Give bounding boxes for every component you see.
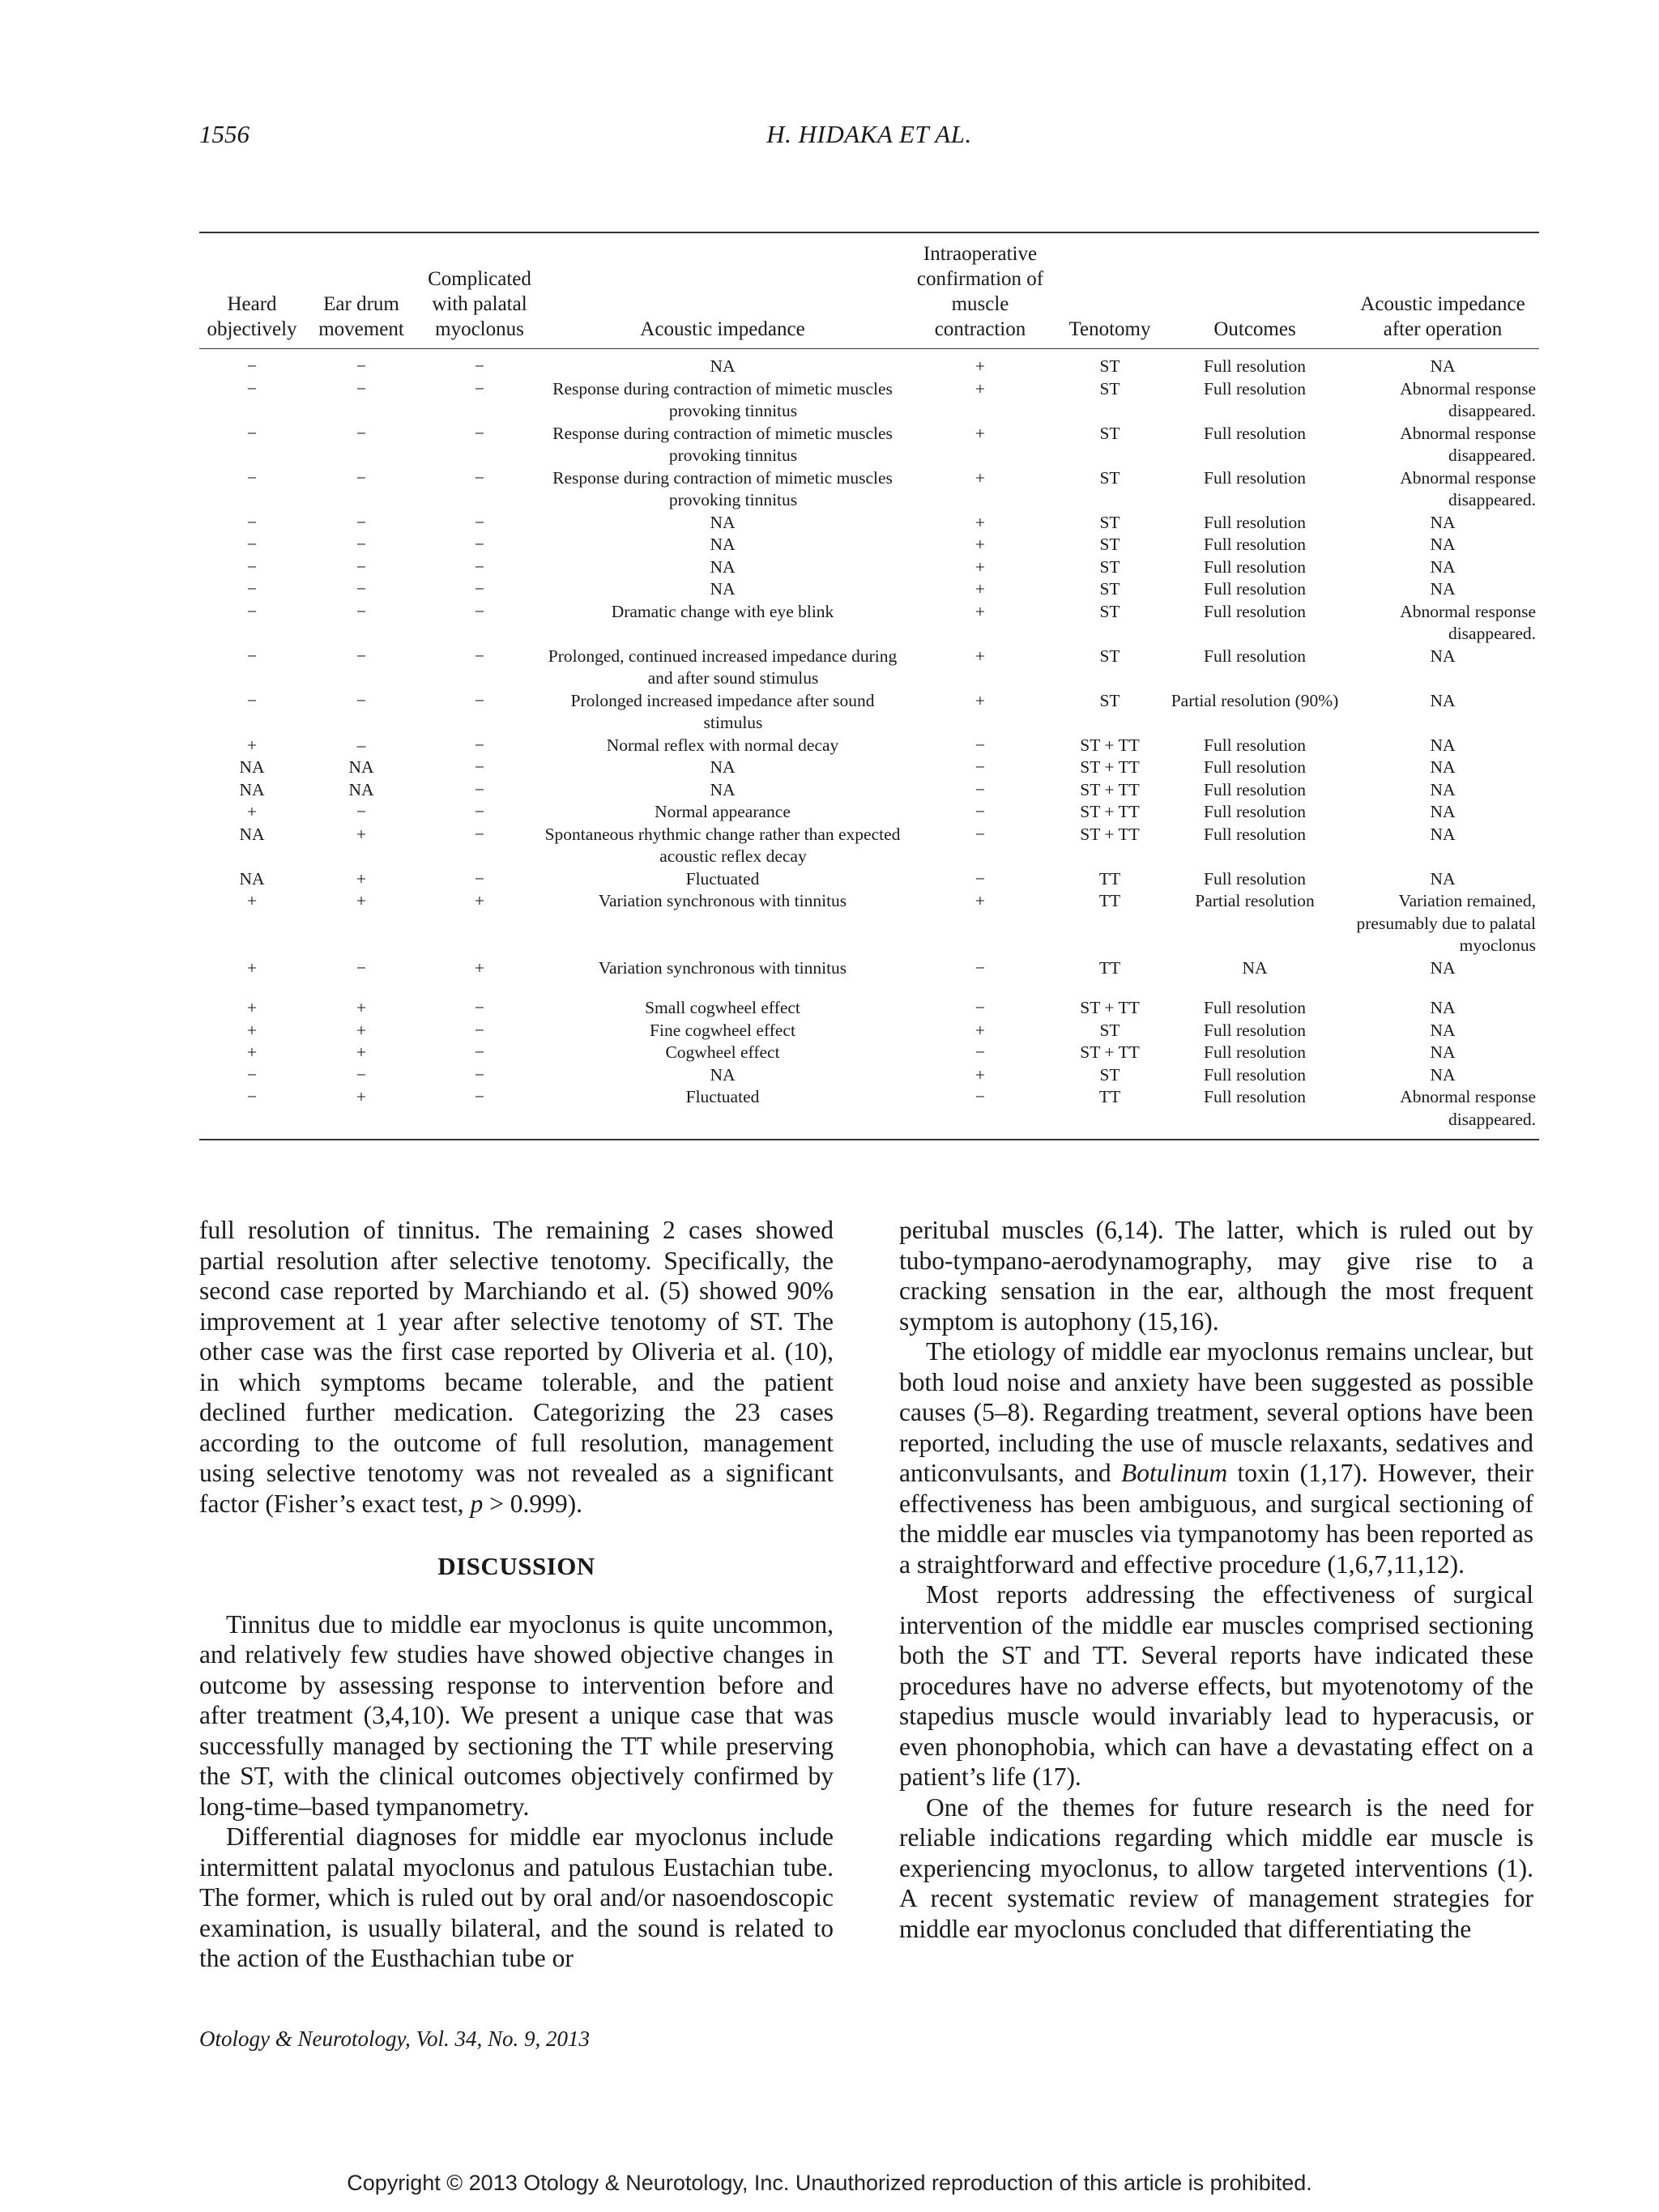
table-cell: − (246, 646, 258, 666)
table-cell: NA (1430, 1064, 1456, 1085)
table-row (199, 801, 1539, 824)
table-cell: ST + TT (1080, 735, 1140, 755)
table-row (199, 757, 1539, 779)
running-head-authors: H. HIDAKA ET AL. (766, 120, 972, 148)
table-row (199, 779, 1539, 802)
table-cell: − (356, 579, 367, 599)
paragraph: peritubal muscles (6,14). The latter, which is ruled out by tubo-tympano-aerodynamography, may give rise to a cracking sensation in the ear, although the most frequent symptom is autophony (15,16). (899, 1216, 1533, 1336)
table-cell: ST (1099, 512, 1120, 532)
table-cell: + (975, 579, 986, 599)
table-cell: NA (710, 779, 736, 799)
table-cell: − (356, 512, 367, 532)
table-cell: Full resolution (1203, 467, 1307, 488)
table-row (199, 378, 1539, 423)
table-cell: + (975, 423, 986, 443)
table-cell: − (474, 1087, 485, 1106)
table-cell: + (975, 467, 986, 488)
table-row (199, 735, 1539, 757)
column-header: Outcomes (1213, 318, 1296, 340)
table-cell: Abnormal response disappeared. (1400, 1087, 1536, 1129)
paragraph: Tinnitus due to middle ear myoclonus is quite uncommon, and relatively few studies have showed objective changes in outcome by assessing response to intervention before and after treatment (3,4,10). We present a unique case that was successfully managed by sectioning the TT while preserving the ST, with the clinical outcomes objectively confirmed by long-time–based tympanometry. (199, 1609, 834, 1821)
table-cell: TT (1098, 1087, 1121, 1106)
table-cell: NA (1430, 579, 1456, 599)
table-cell: + (975, 356, 986, 376)
table-cell: − (246, 601, 258, 621)
table-cell: + (356, 1020, 367, 1040)
table-cell: NA (1430, 868, 1456, 889)
table-cell: − (474, 378, 485, 399)
table-cell: − (246, 579, 258, 599)
table-cell: Full resolution (1203, 779, 1307, 799)
table-cell: Variation synchronous with tinnitus (598, 957, 847, 978)
table-row (199, 1086, 1539, 1140)
table-cell: − (246, 512, 258, 532)
table-cell: NA (710, 535, 736, 554)
table-cell: NA (710, 556, 736, 577)
table-cell: − (356, 378, 367, 399)
table-cell: Partial resolution (90%) (1171, 690, 1339, 710)
table-cell: + (246, 957, 258, 978)
table-row (199, 957, 1539, 980)
table-cell: Full resolution (1203, 646, 1307, 666)
table-cell: − (474, 868, 485, 889)
table-cell: NA (710, 757, 736, 777)
table-cell: NA (1430, 824, 1456, 844)
table-cell: + (356, 998, 367, 1017)
table-cell: Variation remained, presumably due to palatal myoclonus (1356, 891, 1536, 955)
table-cell: Full resolution (1203, 579, 1307, 599)
table-cell: − (474, 423, 485, 443)
table-cell: NA (1430, 957, 1456, 978)
table-cell: Full resolution (1203, 824, 1307, 844)
table-cell: Fluctuated (685, 1087, 760, 1106)
table-cell: − (474, 535, 485, 554)
table-cell: NA (1430, 535, 1456, 554)
table-cell: Full resolution (1203, 802, 1307, 821)
table-cell: − (356, 802, 367, 821)
table-cell: − (356, 423, 367, 443)
table-cell: ST + TT (1080, 779, 1140, 799)
table-row (199, 601, 1539, 646)
table-cell: Response during contraction of mimetic muscles provoking tinnitus (552, 467, 893, 509)
table-cell: − (356, 467, 367, 488)
table-row (199, 556, 1539, 579)
table-cell: NA (348, 757, 374, 777)
table-cell: Spontaneous rhythmic change rather than expected acoustic reflex decay (544, 824, 901, 866)
table-cell: − (246, 690, 258, 710)
table-cell: − (356, 535, 367, 554)
table-cell: Fine cogwheel effect (650, 1020, 795, 1040)
table-cell: Abnormal response disappeared. (1400, 601, 1536, 643)
table-cell: ST (1099, 535, 1120, 554)
table-cell: + (975, 1020, 986, 1040)
table-cell: Full resolution (1203, 601, 1307, 621)
table-cell: Cogwheel effect (665, 1042, 780, 1062)
table-cell: NA (348, 779, 374, 799)
table-cell: TT (1098, 868, 1121, 889)
table-cell: NA (1430, 1020, 1456, 1040)
table-cell: − (474, 998, 485, 1017)
table-cell: NA (1242, 957, 1268, 978)
table-cell: − (246, 1064, 258, 1085)
table-cell: NA (1430, 1042, 1456, 1062)
table-cell: NA (1430, 556, 1456, 577)
column-header: Complicated with palatal myoclonus (428, 268, 531, 340)
left-text-column (199, 1215, 834, 1974)
table-row (199, 890, 1539, 957)
table-cell: Full resolution (1203, 535, 1307, 554)
table-cell: + (975, 512, 986, 532)
table-cell: Full resolution (1203, 735, 1307, 755)
paragraph: Differential diagnoses for middle ear myoclonus include intermittent palatal myoclonus and patulous Eustachian tube. The former, which is ruled out by oral and/or nasoendoscopic examination, is usually bilateral, and the sound is related to the action of the Eusthachian tube or (199, 1822, 834, 1972)
table-cell: NA (1430, 735, 1456, 755)
table-cell: + (975, 601, 986, 621)
table-cell: NA (710, 356, 736, 376)
results-table (199, 232, 1539, 1140)
table-cell: + (246, 891, 258, 910)
table-cell: + (246, 998, 258, 1017)
right-text-column (899, 1215, 1533, 1944)
table-cell: + (246, 735, 258, 755)
journal-citation: Otology & Neurotology, Vol. 34, No. 9, 2013 (199, 2027, 590, 2051)
table-cell: + (246, 1042, 258, 1062)
table-cell: + (975, 1064, 986, 1085)
copyright-notice: Copyright © 2013 Otology & Neurotology, Inc. Unauthorized reproduction of this article is prohibited. (347, 2171, 1312, 2195)
paragraph: Most reports addressing the effectiveness of surgical intervention of the middle ear muscles comprised sectioning both the ST and TT. Several reports have indicated these procedures have no adverse effects, but myotenotomy of the stapedius muscle would invariably lead to hyperacusis, or even phonophobia, which can have a devastating effect on a patient’s life (17). (899, 1580, 1533, 1791)
table-cell: ST + TT (1080, 998, 1140, 1017)
table-cell: Variation synchronous with tinnitus (598, 891, 847, 910)
table-cell: − (356, 556, 367, 577)
table-cell: + (975, 646, 986, 666)
table-cell: ST (1099, 579, 1120, 599)
table-row (199, 349, 1539, 378)
table-cell: Prolonged increased impedance after sound stimulus (570, 690, 875, 732)
table-cell: + (474, 957, 485, 978)
table-row (199, 423, 1539, 467)
table-body (199, 349, 1539, 1140)
table-cell: + (246, 1020, 258, 1040)
table-cell: − (474, 467, 485, 488)
table-cell: − (356, 957, 367, 978)
table-cell: ST (1099, 601, 1120, 621)
table-cell: ST (1099, 556, 1120, 577)
table-cell: − (474, 735, 485, 755)
table-cell: − (474, 646, 485, 666)
table-cell: Abnormal response disappeared. (1400, 378, 1536, 420)
table-row (199, 1042, 1539, 1064)
column-header: Intraoperative confirmation of muscle contraction (916, 243, 1044, 340)
table-cell: − (975, 757, 986, 777)
paragraph: full resolution of tinnitus. The remaining 2 cases showed partial resolution after selective tenotomy. Specifically, the second case reported by Marchiando et al. (5) showed 90% improvement at 1 year after selective tenotomy of ST. The other case was the first case reported by Oliveria et al. (10), in which symptoms became tolerable, and the patient declined further medication. Categorizing the 23 cases according to the outcome of full resolution, management using selective tenotomy was not revealed as a significant factor (Fisher’s exact test, p > 0.999). (199, 1216, 834, 1518)
table-cell: ST (1099, 690, 1120, 710)
table-cell: ST (1099, 423, 1120, 443)
table-row (199, 512, 1539, 535)
table-cell: ST + TT (1080, 824, 1140, 844)
table-cell: NA (1430, 356, 1456, 376)
table-cell: NA (710, 512, 736, 532)
table-cell: − (474, 356, 485, 376)
table-header-row (199, 232, 1539, 349)
table-cell: NA (1430, 998, 1456, 1017)
table-cell: Full resolution (1203, 423, 1307, 443)
running-head (199, 120, 1539, 156)
table-cell: − (474, 556, 485, 577)
table-row (199, 1020, 1539, 1042)
table-cell: ST (1099, 356, 1120, 376)
column-header: Ear drum movement (318, 293, 404, 340)
table-cell: − (474, 690, 485, 710)
table-cell: − (474, 802, 485, 821)
table-cell: − (356, 356, 367, 376)
table-cell: − (246, 378, 258, 399)
table-cell: + (246, 802, 258, 821)
table-cell: NA (1430, 646, 1456, 666)
table-cell: ST (1099, 1064, 1120, 1085)
table-cell: − (975, 779, 986, 799)
table-row (199, 868, 1539, 891)
table-cell: + (356, 1087, 367, 1106)
table-cell: Abnormal response disappeared. (1400, 467, 1536, 509)
table-cell: + (975, 690, 986, 710)
table-cell: ST (1099, 378, 1120, 399)
paragraph: The etiology of middle ear myoclonus remains unclear, but both loud noise and anxiety have been suggested as possible causes (5–8). Regarding treatment, several options have been reported, including the use of muscle relaxants, sedatives and anticonvulsants, and Botulinum toxin (1,17). However, their effectiveness has been ambiguous, and surgical sectioning of the middle ear muscles via tympanotomy has been reported as a straightforward and effective procedure (1,6,7,11,12). (899, 1337, 1533, 1579)
table-cell: − (474, 1042, 485, 1062)
table-cell: − (975, 735, 986, 755)
table-cell: NA (239, 757, 265, 777)
table-cell: Partial resolution (1195, 891, 1315, 910)
table-cell: − (246, 423, 258, 443)
table-cell: NA (1430, 690, 1456, 710)
column-header: Heard objectively (207, 293, 297, 340)
table-cell: − (356, 690, 367, 710)
column-header: Tenotomy (1068, 318, 1151, 340)
table-cell: + (356, 824, 367, 844)
table-cell: ST + TT (1080, 757, 1140, 777)
table-cell: Full resolution (1203, 1064, 1307, 1085)
table-cell: + (975, 556, 986, 577)
table-cell: ST + TT (1080, 802, 1140, 821)
table-cell: Full resolution (1203, 998, 1307, 1017)
table-row (199, 979, 1539, 1020)
table-cell: NA (239, 824, 265, 844)
table-cell: Full resolution (1203, 1020, 1307, 1040)
column-header: Acoustic impedance (640, 318, 805, 340)
table-row (199, 534, 1539, 556)
table-cell: TT (1098, 891, 1121, 910)
table-row (199, 646, 1539, 690)
table-cell: − (246, 1087, 258, 1106)
table-cell: – (356, 735, 366, 755)
table-cell: Full resolution (1203, 356, 1307, 376)
table-cell: − (474, 824, 485, 844)
paragraph: One of the themes for future research is the need for reliable indications regarding which middle ear muscle is experiencing myoclonus, to allow targeted interventions (1). A recent systematic review of management strategies for middle ear myoclonus concluded that differentiating the (899, 1792, 1533, 1943)
table-cell: + (356, 868, 367, 889)
table-cell: − (246, 556, 258, 577)
table-cell: NA (1430, 779, 1456, 799)
table-row (199, 578, 1539, 601)
table-cell: Full resolution (1203, 512, 1307, 532)
table-cell: Full resolution (1203, 1042, 1307, 1062)
table-cell: − (246, 356, 258, 376)
table-cell: NA (710, 579, 736, 599)
table-cell: + (356, 1042, 367, 1062)
section-heading: DISCUSSION (437, 1552, 595, 1580)
table-cell: − (246, 467, 258, 488)
table-cell: − (975, 868, 986, 889)
table-row (199, 1064, 1539, 1087)
table-cell: − (474, 779, 485, 799)
table-cell: − (474, 1064, 485, 1085)
table-cell: Full resolution (1203, 378, 1307, 399)
table-cell: − (474, 757, 485, 777)
table-cell: − (975, 824, 986, 844)
table-cell: Prolonged, continued increased impedance during and after sound stimulus (548, 646, 898, 688)
table-cell: − (474, 579, 485, 599)
table-cell: NA (239, 868, 265, 889)
table-cell: ST (1099, 646, 1120, 666)
column-header: Acoustic impedance after operation (1360, 293, 1525, 340)
table-cell: − (474, 512, 485, 532)
table-cell: Fluctuated (685, 868, 760, 889)
table-cell: Full resolution (1203, 556, 1307, 577)
table-row (199, 690, 1539, 735)
table-cell: Normal appearance (655, 802, 791, 821)
table-cell: Abnormal response disappeared. (1400, 423, 1536, 465)
table-cell: Normal reflex with normal decay (606, 735, 839, 755)
table-cell: − (246, 535, 258, 554)
table-cell: − (356, 601, 367, 621)
table-cell: + (975, 535, 986, 554)
table-cell: − (356, 1064, 367, 1085)
table-cell: NA (710, 1064, 736, 1085)
table-cell: Response during contraction of mimetic muscles provoking tinnitus (552, 423, 893, 465)
table-cell: − (975, 802, 986, 821)
table-cell: + (975, 378, 986, 399)
table-cell: NA (1430, 757, 1456, 777)
table-cell: − (975, 998, 986, 1017)
table-cell: Full resolution (1203, 757, 1307, 777)
table-cell: + (975, 891, 986, 910)
table-cell: − (474, 601, 485, 621)
table-cell: NA (1430, 512, 1456, 532)
table-cell: + (474, 891, 485, 910)
table-cell: TT (1098, 957, 1121, 978)
table-cell: − (975, 957, 986, 978)
table-cell: Full resolution (1203, 1087, 1307, 1106)
table-cell: Small cogwheel effect (645, 998, 800, 1017)
table-cell: − (975, 1087, 986, 1106)
table-row (199, 824, 1539, 868)
table-cell: − (474, 1020, 485, 1040)
table-cell: − (356, 646, 367, 666)
table-cell: Full resolution (1203, 868, 1307, 889)
table-cell: NA (239, 779, 265, 799)
table-cell: Response during contraction of mimetic muscles provoking tinnitus (552, 378, 893, 420)
table-cell: NA (1430, 802, 1456, 821)
table-cell: + (356, 891, 367, 910)
table-cell: ST (1099, 1020, 1120, 1040)
table-cell: Dramatic change with eye blink (611, 601, 834, 621)
table-cell: ST + TT (1080, 1042, 1140, 1062)
table-cell: − (975, 1042, 986, 1062)
page-number: 1556 (199, 120, 249, 148)
table-cell: ST (1099, 467, 1120, 488)
table-row (199, 467, 1539, 512)
